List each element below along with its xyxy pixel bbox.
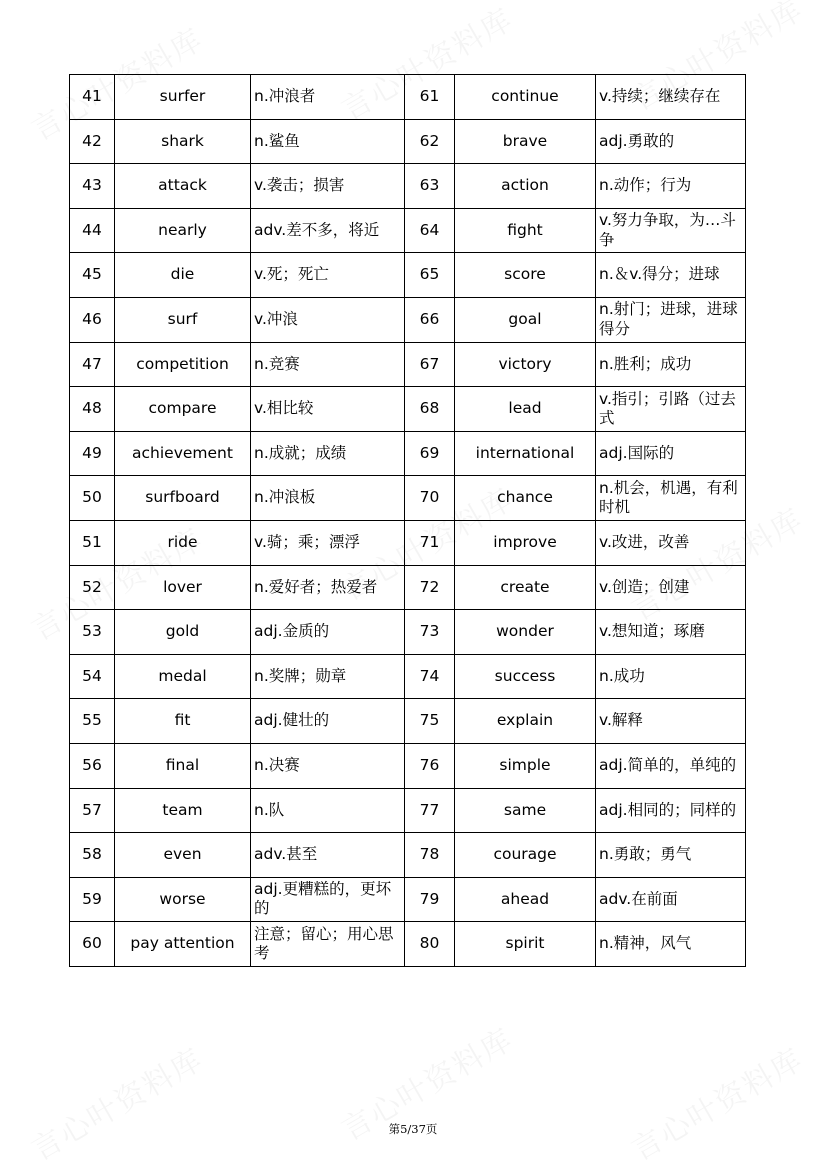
entry-number: 49 bbox=[82, 443, 102, 462]
entry-number-cell bbox=[405, 610, 455, 655]
entry-number: 74 bbox=[419, 666, 440, 685]
chinese-meaning-cell bbox=[596, 610, 746, 655]
english-word: success bbox=[494, 666, 556, 685]
entry-number: 56 bbox=[82, 756, 102, 775]
english-word: spirit bbox=[505, 934, 545, 953]
entry-number: 41 bbox=[82, 87, 102, 106]
entry-number: 77 bbox=[419, 800, 440, 819]
vocabulary-table-body bbox=[70, 75, 746, 967]
chinese-meaning: n.冲浪板 bbox=[254, 488, 316, 507]
chinese-meaning-cell bbox=[596, 164, 746, 209]
chinese-meaning-cell bbox=[251, 877, 405, 922]
english-word-cell bbox=[115, 654, 251, 699]
entry-number-cell bbox=[405, 833, 455, 878]
entry-number: 64 bbox=[419, 220, 440, 239]
entry-number: 69 bbox=[419, 443, 440, 462]
chinese-meaning-cell bbox=[251, 387, 405, 432]
chinese-meaning-cell bbox=[251, 119, 405, 164]
english-word: score bbox=[504, 265, 546, 284]
english-word: improve bbox=[493, 533, 557, 552]
entry-number-cell bbox=[70, 253, 115, 298]
table-row bbox=[70, 431, 746, 476]
entry-number-cell bbox=[405, 788, 455, 833]
chinese-meaning-cell bbox=[596, 565, 746, 610]
english-word-cell bbox=[115, 253, 251, 298]
chinese-meaning-cell bbox=[596, 342, 746, 387]
entry-number: 63 bbox=[419, 176, 440, 195]
table-row bbox=[70, 476, 746, 521]
entry-number: 45 bbox=[82, 265, 102, 284]
table-row bbox=[70, 164, 746, 209]
english-word-cell bbox=[115, 833, 251, 878]
chinese-meaning: adv.差不多，将近 bbox=[254, 220, 380, 239]
entry-number-cell bbox=[405, 565, 455, 610]
english-word-cell bbox=[115, 431, 251, 476]
chinese-meaning: n.决赛 bbox=[254, 756, 300, 775]
chinese-meaning-cell bbox=[596, 75, 746, 120]
english-word: courage bbox=[493, 845, 557, 864]
chinese-meaning-cell bbox=[251, 610, 405, 655]
chinese-meaning: v.改进，改善 bbox=[599, 533, 690, 552]
chinese-meaning-cell bbox=[251, 75, 405, 120]
chinese-meaning: v.袭击；损害 bbox=[254, 176, 345, 195]
entry-number: 65 bbox=[419, 265, 440, 284]
entry-number: 78 bbox=[419, 845, 440, 864]
english-word: fit bbox=[174, 711, 191, 730]
entry-number-cell bbox=[70, 565, 115, 610]
english-word-cell bbox=[455, 119, 596, 164]
english-word-cell bbox=[455, 253, 596, 298]
entry-number-cell bbox=[70, 699, 115, 744]
table-row bbox=[70, 699, 746, 744]
english-word-cell bbox=[115, 877, 251, 922]
entry-number-cell bbox=[405, 743, 455, 788]
english-word: create bbox=[500, 577, 550, 596]
entry-number: 52 bbox=[82, 577, 102, 596]
english-word: final bbox=[165, 756, 200, 775]
english-word-cell bbox=[455, 743, 596, 788]
chinese-meaning: v.解释 bbox=[599, 711, 643, 730]
chinese-meaning: v.创造；创建 bbox=[599, 577, 690, 596]
entry-number: 79 bbox=[419, 889, 440, 908]
chinese-meaning: n.队 bbox=[254, 800, 285, 819]
chinese-meaning-cell bbox=[596, 788, 746, 833]
watermark bbox=[622, 1035, 810, 1169]
english-word: continue bbox=[491, 87, 559, 106]
table-row bbox=[70, 119, 746, 164]
table-row bbox=[70, 922, 746, 967]
entry-number-cell bbox=[405, 342, 455, 387]
entry-number-cell bbox=[405, 75, 455, 120]
english-word-cell bbox=[455, 877, 596, 922]
entry-number: 48 bbox=[82, 399, 102, 418]
entry-number-cell bbox=[405, 922, 455, 967]
chinese-meaning: n.奖牌；勋章 bbox=[254, 666, 347, 685]
english-word-cell bbox=[115, 297, 251, 342]
entry-number-cell bbox=[405, 119, 455, 164]
entry-number: 73 bbox=[419, 622, 440, 641]
entry-number-cell bbox=[70, 743, 115, 788]
english-word-cell bbox=[455, 431, 596, 476]
entry-number: 62 bbox=[419, 131, 440, 150]
english-word-cell bbox=[115, 788, 251, 833]
english-word: simple bbox=[499, 756, 551, 775]
chinese-meaning-cell bbox=[251, 565, 405, 610]
english-word: ahead bbox=[500, 889, 550, 908]
chinese-meaning: v.相比较 bbox=[254, 399, 314, 418]
english-word-cell bbox=[115, 743, 251, 788]
chinese-meaning: v.想知道；琢磨 bbox=[599, 622, 705, 641]
chinese-meaning: n.成功 bbox=[599, 666, 645, 685]
english-word: action bbox=[501, 176, 549, 195]
entry-number: 59 bbox=[82, 889, 102, 908]
english-word: fight bbox=[507, 220, 543, 239]
chinese-meaning: adj.更糟糕的，更坏的 bbox=[254, 880, 392, 918]
english-word: nearly bbox=[158, 220, 207, 239]
english-word-cell bbox=[115, 342, 251, 387]
chinese-meaning: adj.简单的，单纯的 bbox=[599, 756, 737, 775]
entry-number: 47 bbox=[82, 354, 102, 373]
entry-number-cell bbox=[70, 610, 115, 655]
english-word-cell bbox=[115, 610, 251, 655]
english-word: even bbox=[163, 845, 202, 864]
chinese-meaning-cell bbox=[596, 922, 746, 967]
english-word-cell bbox=[455, 922, 596, 967]
chinese-meaning-cell bbox=[596, 431, 746, 476]
chinese-meaning-cell bbox=[251, 297, 405, 342]
table-row bbox=[70, 342, 746, 387]
entry-number: 58 bbox=[82, 845, 102, 864]
entry-number-cell bbox=[70, 119, 115, 164]
chinese-meaning-cell bbox=[596, 520, 746, 565]
entry-number-cell bbox=[70, 654, 115, 699]
entry-number: 61 bbox=[419, 87, 440, 106]
english-word-cell bbox=[455, 699, 596, 744]
chinese-meaning: n.鲨鱼 bbox=[254, 131, 300, 150]
entry-number: 51 bbox=[82, 533, 102, 552]
chinese-meaning-cell bbox=[251, 833, 405, 878]
english-word: wonder bbox=[496, 622, 554, 641]
english-word: die bbox=[170, 265, 195, 284]
english-word: gold bbox=[165, 622, 200, 641]
entry-number-cell bbox=[405, 699, 455, 744]
english-word-cell bbox=[455, 833, 596, 878]
english-word: worse bbox=[159, 889, 206, 908]
entry-number: 76 bbox=[419, 756, 440, 775]
chinese-meaning: adj.相同的；同样的 bbox=[599, 800, 737, 819]
chinese-meaning: n.机会，机遇，有利时机 bbox=[599, 478, 738, 517]
chinese-meaning-cell bbox=[251, 743, 405, 788]
entry-number-cell bbox=[70, 164, 115, 209]
entry-number: 44 bbox=[82, 220, 102, 239]
chinese-meaning: n.＆v.得分；进球 bbox=[599, 265, 720, 284]
entry-number-cell bbox=[70, 208, 115, 253]
english-word: lover bbox=[163, 577, 202, 596]
entry-number-cell bbox=[405, 654, 455, 699]
entry-number: 72 bbox=[419, 577, 440, 596]
table-row bbox=[70, 565, 746, 610]
entry-number: 57 bbox=[82, 800, 102, 819]
chinese-meaning: n.动作；行为 bbox=[599, 176, 692, 195]
table-row bbox=[70, 75, 746, 120]
entry-number: 71 bbox=[419, 533, 440, 552]
chinese-meaning: adj.勇敢的 bbox=[599, 131, 675, 150]
english-word: achievement bbox=[132, 443, 233, 462]
english-word: international bbox=[475, 443, 575, 462]
chinese-meaning-cell bbox=[251, 476, 405, 521]
entry-number: 42 bbox=[82, 131, 102, 150]
chinese-meaning: adv.在前面 bbox=[599, 889, 678, 908]
chinese-meaning: n.勇敢；勇气 bbox=[599, 845, 692, 864]
english-word: surfboard bbox=[145, 488, 220, 507]
entry-number: 55 bbox=[82, 711, 102, 730]
english-word: goal bbox=[508, 310, 542, 329]
entry-number-cell bbox=[405, 164, 455, 209]
chinese-meaning-cell bbox=[251, 253, 405, 298]
english-word-cell bbox=[455, 654, 596, 699]
chinese-meaning: v.持续；继续存在 bbox=[599, 87, 721, 106]
chinese-meaning: adj.金质的 bbox=[254, 622, 330, 641]
chinese-meaning: v.死；死亡 bbox=[254, 265, 329, 284]
chinese-meaning: n.冲浪者 bbox=[254, 87, 316, 106]
chinese-meaning-cell bbox=[596, 119, 746, 164]
english-word-cell bbox=[455, 788, 596, 833]
entry-number-cell bbox=[405, 297, 455, 342]
chinese-meaning-cell bbox=[596, 476, 746, 521]
english-word: ride bbox=[167, 533, 198, 552]
entry-number-cell bbox=[70, 387, 115, 432]
english-word: chance bbox=[497, 488, 553, 507]
english-word-cell bbox=[455, 610, 596, 655]
entry-number: 50 bbox=[82, 488, 102, 507]
english-word-cell bbox=[115, 476, 251, 521]
english-word-cell bbox=[455, 565, 596, 610]
entry-number-cell bbox=[70, 520, 115, 565]
english-word: pay attention bbox=[130, 934, 235, 953]
chinese-meaning: v.冲浪 bbox=[254, 310, 298, 329]
chinese-meaning-cell bbox=[251, 164, 405, 209]
table-row bbox=[70, 877, 746, 922]
entry-number: 53 bbox=[82, 622, 102, 641]
english-word-cell bbox=[115, 520, 251, 565]
entry-number: 67 bbox=[419, 354, 440, 373]
english-word-cell bbox=[455, 297, 596, 342]
chinese-meaning: n.精神，风气 bbox=[599, 934, 692, 953]
entry-number-cell bbox=[405, 520, 455, 565]
chinese-meaning: adj.健壮的 bbox=[254, 711, 330, 730]
english-word-cell bbox=[455, 75, 596, 120]
table-row bbox=[70, 654, 746, 699]
chinese-meaning: adv.甚至 bbox=[254, 845, 318, 864]
chinese-meaning-cell bbox=[596, 833, 746, 878]
english-word: victory bbox=[498, 354, 552, 373]
table-row bbox=[70, 610, 746, 655]
english-word-cell bbox=[455, 476, 596, 521]
entry-number: 70 bbox=[419, 488, 440, 507]
english-word: competition bbox=[136, 354, 229, 373]
chinese-meaning-cell bbox=[251, 788, 405, 833]
chinese-meaning: adj.国际的 bbox=[599, 443, 675, 462]
chinese-meaning-cell bbox=[251, 208, 405, 253]
table-row bbox=[70, 833, 746, 878]
entry-number: 68 bbox=[419, 399, 440, 418]
english-word-cell bbox=[115, 387, 251, 432]
english-word: brave bbox=[502, 131, 548, 150]
table-row bbox=[70, 520, 746, 565]
english-word: explain bbox=[496, 711, 554, 730]
entry-number-cell bbox=[405, 476, 455, 521]
english-word-cell bbox=[455, 520, 596, 565]
entry-number-cell bbox=[405, 431, 455, 476]
entry-number-cell bbox=[70, 431, 115, 476]
page-number: 第5/37页 bbox=[388, 1122, 438, 1136]
english-word: medal bbox=[158, 666, 207, 685]
entry-number-cell bbox=[70, 342, 115, 387]
entry-number-cell bbox=[405, 208, 455, 253]
entry-number-cell bbox=[70, 75, 115, 120]
table-row bbox=[70, 788, 746, 833]
english-word: shark bbox=[161, 131, 204, 150]
chinese-meaning-cell bbox=[596, 877, 746, 922]
english-word: surfer bbox=[159, 87, 206, 106]
english-word: same bbox=[503, 800, 547, 819]
chinese-meaning-cell bbox=[251, 699, 405, 744]
entry-number-cell bbox=[405, 877, 455, 922]
chinese-meaning-cell bbox=[251, 520, 405, 565]
chinese-meaning-cell bbox=[596, 743, 746, 788]
chinese-meaning-cell bbox=[251, 922, 405, 967]
chinese-meaning-cell bbox=[251, 342, 405, 387]
table-row bbox=[70, 297, 746, 342]
english-word-cell bbox=[115, 699, 251, 744]
chinese-meaning: n.胜利；成功 bbox=[599, 354, 692, 373]
english-word: team bbox=[162, 800, 203, 819]
english-word-cell bbox=[115, 565, 251, 610]
chinese-meaning: v.指引；引路（过去式 bbox=[599, 389, 736, 427]
entry-number-cell bbox=[70, 788, 115, 833]
entry-number: 46 bbox=[82, 310, 102, 329]
entry-number: 75 bbox=[419, 711, 440, 730]
chinese-meaning-cell bbox=[251, 654, 405, 699]
english-word-cell bbox=[455, 164, 596, 209]
chinese-meaning-cell bbox=[596, 387, 746, 432]
chinese-meaning: v.努力争取，为…斗争 bbox=[599, 211, 736, 249]
chinese-meaning-cell bbox=[596, 253, 746, 298]
english-word: attack bbox=[158, 176, 207, 195]
english-word-cell bbox=[115, 75, 251, 120]
entry-number-cell bbox=[70, 476, 115, 521]
chinese-meaning-cell bbox=[251, 431, 405, 476]
entry-number-cell bbox=[405, 387, 455, 432]
vocabulary-table bbox=[69, 74, 746, 967]
chinese-meaning: n.爱好者；热爱者 bbox=[254, 577, 378, 596]
chinese-meaning-cell bbox=[596, 654, 746, 699]
entry-number: 80 bbox=[419, 934, 440, 953]
english-word-cell bbox=[115, 208, 251, 253]
english-word-cell bbox=[455, 387, 596, 432]
chinese-meaning-cell bbox=[596, 297, 746, 342]
entry-number-cell bbox=[70, 877, 115, 922]
chinese-meaning: 注意；留心；用心思考 bbox=[254, 924, 394, 963]
chinese-meaning: n.射门；进球，进球得分 bbox=[599, 300, 738, 338]
table-row bbox=[70, 208, 746, 253]
entry-number: 54 bbox=[82, 666, 102, 685]
table-row bbox=[70, 743, 746, 788]
english-word-cell bbox=[115, 119, 251, 164]
entry-number-cell bbox=[70, 922, 115, 967]
english-word: lead bbox=[508, 399, 542, 418]
entry-number: 60 bbox=[82, 934, 102, 953]
english-word-cell bbox=[115, 164, 251, 209]
chinese-meaning: n.成就；成绩 bbox=[254, 443, 347, 462]
english-word-cell bbox=[115, 922, 251, 967]
table-row bbox=[70, 387, 746, 432]
english-word-cell bbox=[455, 208, 596, 253]
entry-number: 66 bbox=[419, 310, 440, 329]
chinese-meaning-cell bbox=[596, 699, 746, 744]
chinese-meaning-cell bbox=[596, 208, 746, 253]
table-row bbox=[70, 253, 746, 298]
english-word: surf bbox=[167, 310, 198, 329]
entry-number-cell bbox=[405, 253, 455, 298]
watermark bbox=[22, 1035, 210, 1169]
entry-number-cell bbox=[70, 833, 115, 878]
chinese-meaning: v.骑；乘；漂浮 bbox=[254, 533, 360, 552]
entry-number-cell bbox=[70, 297, 115, 342]
entry-number: 43 bbox=[82, 176, 102, 195]
english-word: compare bbox=[148, 399, 217, 418]
english-word-cell bbox=[455, 342, 596, 387]
chinese-meaning: n.竞赛 bbox=[254, 354, 300, 373]
